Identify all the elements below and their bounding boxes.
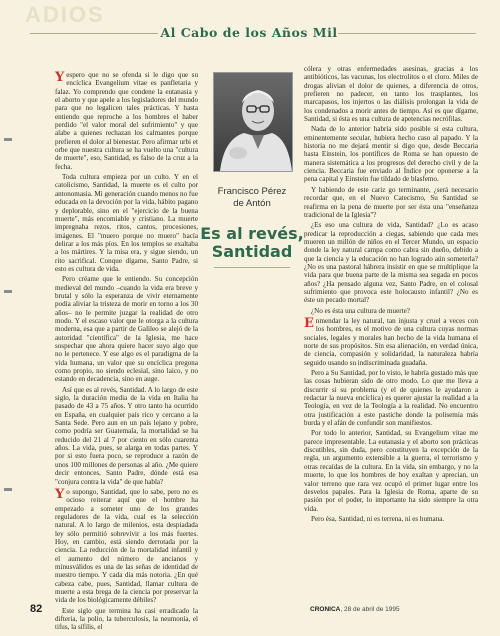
article-headline bbox=[200, 225, 304, 261]
headline-rule bbox=[214, 267, 290, 268]
author-photo bbox=[213, 72, 293, 172]
paragraph bbox=[55, 607, 198, 632]
footer-publication: CRONICA bbox=[310, 606, 341, 613]
headline-line1: Es al revés, bbox=[200, 224, 304, 243]
section-title: Al Cabo de los Años Mil bbox=[160, 25, 338, 40]
margin-mark bbox=[4, 488, 12, 491]
paragraph bbox=[55, 386, 198, 486]
paragraph bbox=[304, 65, 478, 123]
section-header bbox=[0, 22, 500, 44]
footer-date: , 28 de abril de 1995 bbox=[340, 606, 400, 613]
paragraph-text: cólera y otras enfermedades asesinas, gracias a los antibióticos, las vacunas, los electrolitos o el cloro. Miles de drogas alivian el dolor de quienes, a diferencia de otros, prefieren no padecer, en tanto los trasplantes, los marcapasos, los injertos o las diálisis prolongan la vida de los condenados a morir antes de tiempo. Así es que dígame, Santidad, si ésta es una cultura de apetencias necrófilas. bbox=[304, 65, 478, 124]
caption-name-line2: de Antón bbox=[233, 198, 271, 209]
drop-cap: E bbox=[304, 315, 314, 331]
paragraph bbox=[304, 125, 478, 183]
paragraph-text: o supongo, Santidad, que lo sabe, pero no es ocioso reiterar aquí que el hombre ha empezado a someter uno de los grandes reguladores de la vida, cual es la selección natural. A lo largo de milenios, esta despiadada ley sólo permitió sobrevivir a los más fuertes. Hoy, en cambio, está siendo derrotada por la ciencia. La reducción de la mortalidad infantil y el aumento del número de ancianos y minusválidos es una de las señas de identidad de nuestro tiempo. Y cada día más notoria. ¿En qué cabeza cabe, pues, Santidad, llamar cultura de muerte a esta brega de la ciencia por preservar la vida de los biológicamente débiles? bbox=[55, 487, 198, 605]
page-footer bbox=[310, 606, 400, 613]
paragraph bbox=[304, 515, 478, 523]
paragraph bbox=[55, 71, 198, 171]
header-rule-right bbox=[338, 33, 476, 34]
left-column bbox=[55, 71, 198, 634]
paragraph bbox=[55, 173, 198, 273]
paragraph-text: nmendar la ley natural, tan injusta y cruel a veces con los hombres, es el motivo de una cultura cuyas normas sociales, legales y morales han hecho de la vida humana el norte de sus propósitos. Sin esa alienación, en verdad única, de ciencia, compasión y solidaridad, la naturaleza habría seguido usando su indiscriminada guadaña. bbox=[304, 316, 478, 367]
margin-mark bbox=[4, 290, 12, 293]
page-number: 82 bbox=[30, 603, 43, 615]
paragraph-text: Así que es al revés, Santidad. A lo largo de este siglo, la duración media de la vida en Italia ha pasado de 43 a 75 años. Y otro tanto ha ocurrido en España, en cualquier país rico y cercano a la Santa Sede. Pero aun en un país lejano y pobre, como podría ser Guatemala, la mortalidad se ha reducido del 21 al 7 por ciento en sólo cuarenta años. La vida, pues, se alarga en todas partes. Y por si esto fuera poco, se reproduce a razón de unos 100 millones de personas al año. ¿Me quiere decir entonces, Santo Padre, dónde está esa "conjura contra la vida" de que habla? bbox=[55, 385, 198, 486]
caption-name-line1: Francisco Pérez bbox=[217, 186, 287, 197]
paragraph-text: espero que no se ofenda si le digo que su encíclica Evangelium vitae es panfletaria y falaz. Yo comprendo que condene la eutanasia y el aborto y que apele a los legisladores del mundo para que no legalicen tales prácticas. Y hasta entiendo que reproche a los hombres el haber perdido "el valor moral del sufrimiento" y que alabe a quienes rechazan los calmantes porque prefieren el dolor al bienestar. Pero afirmar urbi et orbe que nuestra cultura se ha vuelto una "cultura de muerte", eso, Santidad, es falso de la cruz a la fecha. bbox=[55, 71, 198, 171]
paragraph-text: Pero ésa, Santidad, ni es terrena, ni es humana. bbox=[311, 514, 445, 523]
paragraph-text: Pero a Su Santidad, por lo visto, le habría gustado más que las cosas hubieran sido de otro modo. Lo que me lleva a discurrir si su problema (y el de quienes le ayudaron a redactar la nueva encíclica) es querer ajustar la realidad a la Teología, en vez de la Teología a la realidad. No encuentro otra justificación a este pastiche donde la polisemia más burda y el afán de confundir son manifiestos. bbox=[304, 369, 478, 428]
paragraph-text: Nada de lo anterior habría sido posible si esta cultura, eminentemente secular, hubiera hecho caso al papado. Y la historia no me dejará mentir si digo que, desde Beccaria hasta Einstein, los pontífices de Roma se han opuesto de manera sistemática a los progresos del derecho civil y de la ciencia. Beccaria fue enviado al Índice por oponerse a la pena capital y Einstein fue tildado de blasfemo. bbox=[304, 125, 478, 184]
paragraph bbox=[55, 275, 198, 383]
paragraph-text: Y habiendo de este cariz go terminante, ¿será necesario recordar que, en el Nuevo Catecismo, Su Santidad se reafirma en la pena de muerte por ser ésta una "enseñanza tradicional de la Iglesia"? bbox=[304, 185, 478, 219]
header-rule-left bbox=[30, 33, 158, 34]
drop-cap: Y bbox=[55, 486, 65, 502]
margin-mark bbox=[4, 138, 12, 141]
paragraph bbox=[304, 186, 478, 219]
paragraph-text: Este siglo que termina ha casi erradicado la difteria, la polio, la tuberculosis, la neumonía, el tifus, la sífilis, el bbox=[55, 606, 198, 632]
headline-line2: Santidad bbox=[211, 242, 293, 261]
masthead-ghost-text: ADIOS bbox=[25, 2, 105, 27]
photo-caption bbox=[204, 186, 300, 210]
paragraph bbox=[304, 221, 478, 304]
paragraph-text: Por todo lo anterior, Santidad, su Evangelium vitae me parece impresentable. La eutanasia y el aborto son prácticas discutibles, sin duda, pero constituyen la excepción de la regla, un argumento extensible a la guerra, el terrorismo y otras recaídas de la cultura. En la vida, sin embargo, y no la muerte, lo que los hombres de hoy exaltan y aprecian, un valor terreno que rara vez ocupó el primer lugar entre los desvelos papales. Para la Iglesia de Roma, aparte de su pasión por el poder, lo importante ha sido siempre la otra vida. bbox=[304, 429, 478, 513]
paragraph bbox=[55, 488, 198, 605]
paragraph-text: Toda cultura empieza por un culto. Y en el catolicismo, Santidad, la muerte es el culto por antonomasia. Mi generación cuando menos no fue educada en la devoción por la vida, hábito pagano y deplorable, sino en el "ejercicio de la buena muerte", más encomiable y cristiano. La muerte impregnaba rezos, ritos, cantos, procesiones, imágenes. El "muero porque no muero" hacía delirar a los más píos. En los templos se exaltaba a los mártires. Y la misa era, y sigue siendo, un rito sacrifical. Conque dígame, Santo Padre, si esto es cultura de vida. bbox=[55, 173, 198, 273]
paragraph-text: Pero créame que le entiendo. Su concepción medieval del mundo –cuando la vida era breve y brutal y sólo la esperanza de vivir eternamente podía aliviar la tristeza de morir en torno a los 30 años– no le permite juzgar la realidad de otro modo. Y el escaso valor que le otorga a la cultura moderna, esa que a partir de Galileo se alejó de la autoridad "científica" de la Iglesia, me hace sospechar que ahora quiere hacer suyo algo que no le pertenece. Y ese algo es el paradigma de la vida humana, un valor que su encíclica pregona como propio, no siendo eclesial, sino laico, y no estando en decadencia, sino en auge. bbox=[55, 275, 198, 384]
paragraph bbox=[304, 429, 478, 512]
paragraph-text: ¿No es ésta una cultura de muerte? bbox=[311, 306, 410, 315]
drop-cap: Y bbox=[55, 70, 65, 85]
paragraph-text: ¿Es eso una cultura de vida, Santidad? ¿Lo es acaso predicar la reproducción a ciegas, sabiendo que cada mes mueren un millón de niños en el Tercer Mundo, un espacio donde la ley natural campa como cabra sin dueño, debido a que la ciencia y la educación no han logrado aún someterla? ¿No es una pastoral hábrera insistir en que se multiplique la vida para que buena parte de la misma sea segada en pocos años? ¿Ha pensado alguna vez, Santo Padre, en el colosal sufrimiento que provoca este holocausto infantil? ¿No es éste un pecado mortal? bbox=[304, 221, 478, 305]
paragraph bbox=[304, 307, 478, 315]
right-column bbox=[304, 65, 478, 525]
paragraph bbox=[304, 369, 478, 427]
portrait-image bbox=[214, 73, 292, 171]
paragraph bbox=[304, 317, 478, 367]
